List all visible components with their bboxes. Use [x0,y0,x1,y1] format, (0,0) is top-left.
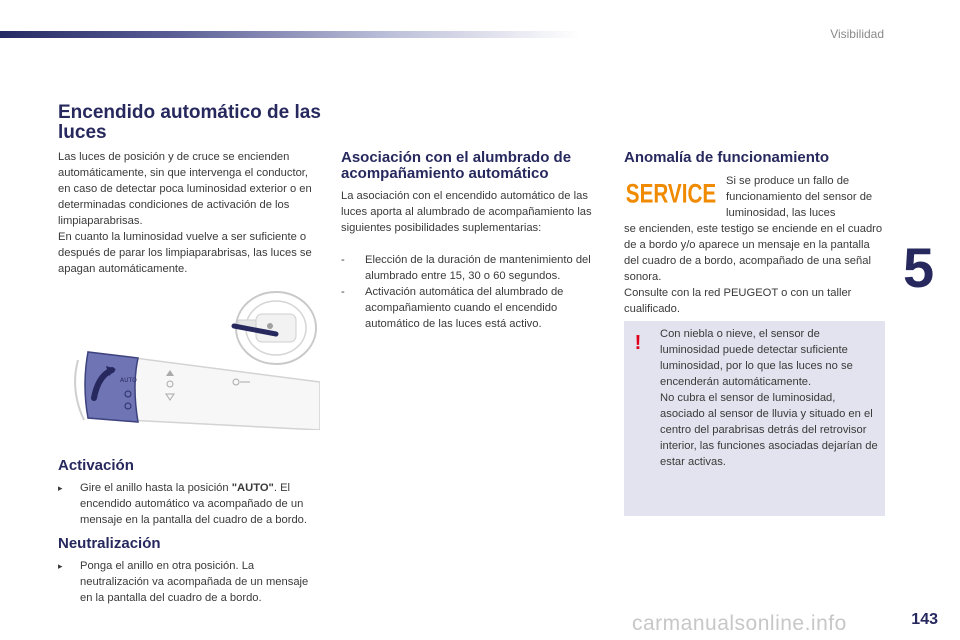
activation-heading: Activación [58,457,134,474]
association-intro: La asociación con el encendido automático de las luces aporta al alumbrado de acompañamiento las siguientes posibilidades suplementarias: [341,190,592,234]
bullet-arrow-icon: ▸ [58,483,63,493]
chapter-number: 5 [903,236,935,299]
anomaly-heading: Anomalía de funcionamiento [624,149,830,166]
header-gradient-bar [0,31,580,38]
anomaly-text-1: Si se produce un fallo de funcionamiento del sensor de luminosidad, las luces [726,175,873,219]
page-title: Encendido automático de las luces [58,102,321,143]
intro-paragraph: Las luces de posición y de cruce se encienden automáticamente, sin que intervenga el conductor, en caso de detectar poca luminosidad exterior o en determinadas condiciones de activación de los limpiaparabrisas. [58,151,312,227]
anomaly-text-3: Consulte con la red PEUGEOT o con un taller cualificado. [624,287,852,315]
list-item: - Activación automática del alumbrado de acompañamiento cuando el encendido automático de las luces está activo. [341,286,564,330]
activation-text-auto: "AUTO" [231,482,274,494]
neutralization-text: Ponga el anillo en otra posición. La neutralización va acompañada de un mensaje en la pantalla del cuadro de a bordo. [80,560,309,604]
warning-text-2: No cubra el sensor de luminosidad, asociado al sensor de lluvia y situado en el centro del parabrisas detrás del retrovisor interior, las funciones asociadas dejarían de estar activas. [660,392,878,468]
neutralization-heading: Neutralización [58,535,161,552]
activation-text-start: Gire el anillo hasta la posición [80,482,232,494]
activation-step [58,480,322,528]
warning-text-1: Con niebla o nieve, el sensor de luminosidad puede detectar suficiente luminosidad, por lo que las luces no se encenderán automáticamente. [660,328,853,388]
bullet-arrow-icon: ▸ [58,561,63,571]
stalk-auto-label: AUTO [120,377,137,384]
activation-text-end: . El encendido automático va acompañado de un mensaje en la pantalla del cuadro de a bordo. [80,482,308,526]
neutralization-step [58,558,322,606]
warning-exclamation-icon: ! [634,332,642,354]
service-warning-icon [626,176,716,212]
association-heading: Asociación con el alumbrado de acompañamiento automático [341,149,572,182]
page-number: 143 [911,611,938,628]
service-logo-text: SERVICE [626,180,716,210]
watermark: carmanualsonline.info [632,612,847,635]
steering-wheel-drawing [234,292,316,364]
section-name: Visibilidad [830,27,884,41]
list-item: - Elección de la duración de mantenimiento del alumbrado entre 15, 30 o 60 segundos. [341,254,591,282]
intro-paragraph-2: En cuanto la luminosidad vuelve a ser suficiente o después de parar los limpiaparabrisas, las luces se apagan automáticamente. [58,231,312,275]
light-stalk-illustration [58,290,320,430]
anomaly-text-2: se encienden, este testigo se enciende en el cuadro de a bordo y/o aparece un mensaje en la pantalla del cuadro de a bordo, acompañado de una señal sonora. [624,223,883,283]
association-list [341,252,603,332]
